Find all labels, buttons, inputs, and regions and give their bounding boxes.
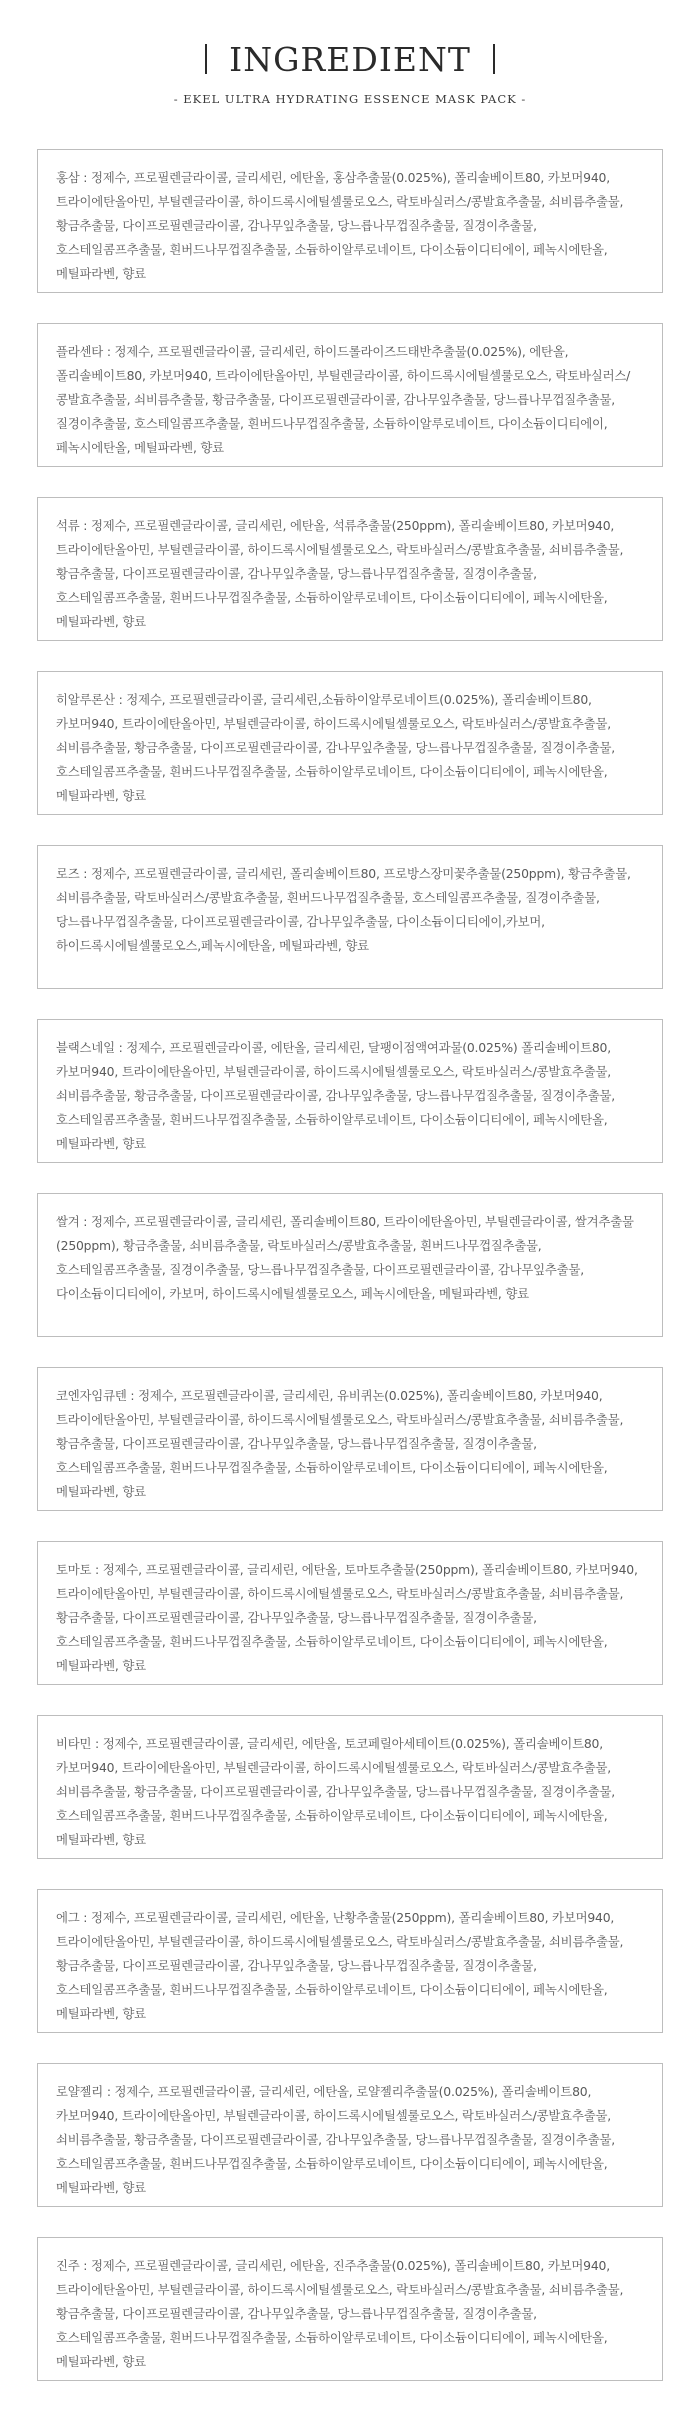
- ingredient-card-tomato: [37, 1541, 663, 1685]
- title-divider-left: [205, 44, 207, 74]
- product-subtitle: - EKEL ULTRA HYDRATING ESSENCE MASK PACK -: [173, 92, 527, 106]
- page-header: [0, 0, 700, 110]
- ingredient-text: 진주 : 정제수, 프로필렌글라이콜, 글리세린, 에탄올, 진주추출물(0.025%), 폴리솔베이트80, 카보머940, 트라이에탄올아민, 부틸렌글라이콜, 하이드록시에틸셀룰로오스, 락토바실러스/콩발효추출물, 쇠비름추출물, 황금추출물, 다이프로필렌글라이콜, 감나무잎추출물, 당느릅나무껍질추출물, 질경이추출물, 호스테일콤프추출물, 흰버드나무껍질추출물, 소듐하이알루로네이트, 다이소듐이디티에이, 페녹시에탄올, 메틸파라벤, 향료: [56, 2258, 624, 2369]
- ingredient-card-placenta: [37, 323, 663, 467]
- ingredient-text: 쌀겨 : 정제수, 프로필렌글라이콜, 글리세린, 폴리솔베이트80, 트라이에탄올아민, 부틸렌글라이콜, 쌀겨추출물(250ppm), 황금추출물, 쇠비름추출물, 락토바실러스/콩발효추출물, 흰버드나무껍질추출물, 호스테일콤프추출물, 질경이추출물, 당느릅나무껍질추출물, 다이프로필렌글라이콜, 감나무잎추출물, 다이소듐이디티에이, 카보머, 하이드록시에틸셀룰로오스, 페녹시에탄올, 메틸파라벤, 향료: [56, 1214, 634, 1301]
- title-divider-right: [493, 44, 495, 74]
- ingredient-text: 로얄젤리 : 정제수, 프로필렌글라이콜, 글리세린, 에탄올, 로얄젤리추출물(0.025%), 폴리솔베이트80, 카보머940, 트라이에탄올아민, 부틸렌글라이콜, 하이드록시에틸셀룰로오스, 락토바실러스/콩발효추출물, 쇠비름추출물, 황금추출물, 다이프로필렌글라이콜, 감나무잎추출물, 당느릅나무껍질추출물, 질경이추출물, 호스테일콤프추출물, 흰버드나무껍질추출물, 소듐하이알루로네이트, 다이소듐이디티에이, 페녹시에탄올, 메틸파라벤, 향료: [56, 2084, 615, 2195]
- ingredient-text: 로즈 : 정제수, 프로필렌글라이콜, 글리세린, 폴리솔베이트80, 프로방스장미꽃추출물(250ppm), 황금추출물, 쇠비름추출물, 락토바실러스/콩발효추출물, 흰버드나무껍질추출물, 호스테일콤프추출물, 질경이추출물, 당느릅나무껍질추출물, 다이프로필렌글라이콜, 감나무잎추출물, 다이소듐이디티에이,카보머, 하이드록시에틸셀룰로오스,페녹시에탄올, 메틸파라벤, 향료: [56, 866, 631, 953]
- ingredient-card-egg: [37, 1889, 663, 2033]
- ingredient-text: 석류 : 정제수, 프로필렌글라이콜, 글리세린, 에탄올, 석류추출물(250ppm), 폴리솔베이트80, 카보머940, 트라이에탄올아민, 부틸렌글라이콜, 하이드록시에틸셀룰로오스, 락토바실러스/콩발효추출물, 쇠비름추출물, 황금추출물, 다이프로필렌글라이콜, 감나무잎추출물, 당느릅나무껍질추출물, 질경이추출물, 호스테일콤프추출물, 흰버드나무껍질추출물, 소듐하이알루로네이트, 다이소듐이디티에이, 페녹시에탄올, 메틸파라벤, 향료: [56, 518, 624, 629]
- ingredient-card-vitamin: [37, 1715, 663, 1859]
- ingredient-text: 토마토 : 정제수, 프로필렌글라이콜, 글리세린, 에탄올, 토마토추출물(250ppm), 폴리솔베이트80, 카보머940, 트라이에탄올아민, 부틸렌글라이콜, 하이드록시에틸셀룰로오스, 락토바실러스/콩발효추출물, 쇠비름추출물, 황금추출물, 다이프로필렌글라이콜, 감나무잎추출물, 당느릅나무껍질추출물, 질경이추출물, 호스테일콤프추출물, 흰버드나무껍질추출물, 소듐하이알루로네이트, 다이소듐이디티에이, 페녹시에탄올, 메틸파라벤, 향료: [56, 1562, 638, 1673]
- ingredient-text: 코엔자임큐텐 : 정제수, 프로필렌글라이콜, 글리세린, 유비퀴논(0.025%), 폴리솔베이트80, 카보머940, 트라이에탄올아민, 부틸렌글라이콜, 하이드록시에틸셀룰로오스, 락토바실러스/콩발효추출물, 쇠비름추출물, 황금추출물, 다이프로필렌글라이콜, 감나무잎추출물, 당느릅나무껍질추출물, 질경이추출물, 호스테일콤프추출물, 흰버드나무껍질추출물, 소듐하이알루로네이트, 다이소듐이디티에이, 페녹시에탄올, 메틸파라벤, 향료: [56, 1388, 624, 1499]
- ingredient-card-red-ginseng: [37, 149, 663, 293]
- ingredient-card-coenzyme-q10: [37, 1367, 663, 1511]
- ingredient-card-pearl: [37, 2237, 663, 2381]
- ingredient-card-rose: [37, 845, 663, 989]
- title-text: INGREDIENT: [229, 40, 471, 79]
- ingredient-card-rice-bran: [37, 1193, 663, 1337]
- page-title: [0, 38, 700, 82]
- ingredient-card-royal-jelly: [37, 2063, 663, 2207]
- ingredient-list: [37, 149, 663, 2411]
- ingredient-text: 비타민 : 정제수, 프로필렌글라이콜, 글리세린, 에탄올, 토코페릴아세테이트(0.025%), 폴리솔베이트80, 카보머940, 트라이에탄올아민, 부틸렌글라이콜, 하이드록시에틸셀룰로오스, 락토바실러스/콩발효추출물, 쇠비름추출물, 황금추출물, 다이프로필렌글라이콜, 감나무잎추출물, 당느릅나무껍질추출물, 질경이추출물, 호스테일콤프추출물, 흰버드나무껍질추출물, 소듐하이알루로네이트, 다이소듐이디티에이, 페녹시에탄올, 메틸파라벤, 향료: [56, 1736, 615, 1847]
- ingredient-card-black-snail: [37, 1019, 663, 1163]
- ingredient-card-pomegranate: [37, 497, 663, 641]
- ingredient-text: 플라센타 : 정제수, 프로필렌글라이콜, 글리세린, 하이드롤라이즈드태반추출물(0.025%), 에탄올, 폴리솔베이트80, 카보머940, 트라이에탄올아민, 부틸렌글라이콜, 하이드록시에틸셀룰로오스, 락토바실러스/콩발효추출물, 쇠비름추출물, 황금추출물, 다이프로필렌글라이콜, 감나무잎추출물, 당느릅나무껍질추출물, 질경이추출물, 호스테일콤프추출물, 흰버드나무껍질추출물, 소듐하이알루로네이트, 다이소듐이디티에이, 페녹시에탄올, 메틸파라벤, 향료: [56, 344, 631, 455]
- ingredient-text: 블랙스네일 : 정제수, 프로필렌글라이콜, 에탄올, 글리세린, 달팽이점액여과물(0.025%) 폴리솔베이트80, 카보머940, 트라이에탄올아민, 부틸렌글라이콜, 하이드록시에틸셀룰로오스, 락토바실러스/콩발효추출물, 쇠비름추출물, 황금추출물, 다이프로필렌글라이콜, 감나무잎추출물, 당느릅나무껍질추출물, 질경이추출물, 호스테일콤프추출물, 흰버드나무껍질추출물, 소듐하이알루로네이트, 다이소듐이디티에이, 페녹시에탄올, 메틸파라벤, 향료: [56, 1040, 615, 1151]
- ingredient-text: 에그 : 정제수, 프로필렌글라이콜, 글리세린, 에탄올, 난황추출물(250ppm), 폴리솔베이트80, 카보머940, 트라이에탄올아민, 부틸렌글라이콜, 하이드록시에틸셀룰로오스, 락토바실러스/콩발효추출물, 쇠비름추출물, 황금추출물, 다이프로필렌글라이콜, 감나무잎추출물, 당느릅나무껍질추출물, 질경이추출물, 호스테일콤프추출물, 흰버드나무껍질추출물, 소듐하이알루로네이트, 다이소듐이디티에이, 페녹시에탄올, 메틸파라벤, 향료: [56, 1910, 624, 2021]
- ingredient-text: 홍삼 : 정제수, 프로필렌글라이콜, 글리세린, 에탄올, 홍삼추출물(0.025%), 폴리솔베이트80, 카보머940, 트라이에탄올아민, 부틸렌글라이콜, 하이드록시에틸셀룰로오스, 락토바실러스/콩발효추출물, 쇠비름추출물, 황금추출물, 다이프로필렌글라이콜, 감나무잎추출물, 당느릅나무껍질추출물, 질경이추출물, 호스테일콤프추출물, 흰버드나무껍질추출물, 소듐하이알루로네이트, 다이소듐이디티에이, 페녹시에탄올, 메틸파라벤, 향료: [56, 170, 624, 281]
- ingredient-text: 히알루론산 : 정제수, 프로필렌글라이콜, 글리세린,소듐하이알루로네이트(0.025%), 폴리솔베이트80, 카보머940, 트라이에탄올아민, 부틸렌글라이콜, 하이드록시에틸셀룰로오스, 락토바실러스/콩발효추출물, 쇠비름추출물, 황금추출물, 다이프로필렌글라이콜, 감나무잎추출물, 당느릅나무껍질추출물, 질경이추출물, 호스테일콤프추출물, 흰버드나무껍질추출물, 소듐하이알루로네이트, 다이소듐이디티에이, 페녹시에탄올, 메틸파라벤, 향료: [56, 692, 615, 803]
- ingredient-card-hyaluronic-acid: [37, 671, 663, 815]
